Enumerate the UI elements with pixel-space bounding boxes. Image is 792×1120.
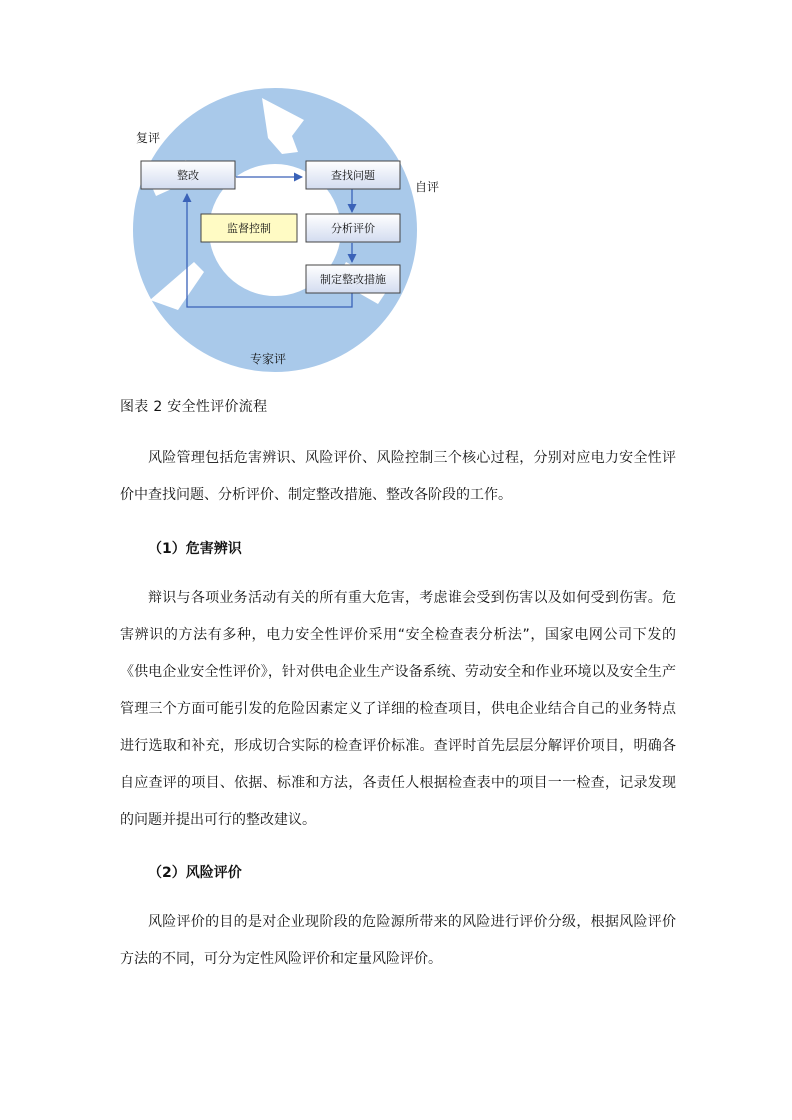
box-rectify-measures [306,265,400,293]
section-heading-hazard-identification: （1）危害辨识 [148,541,242,557]
label-expert-review: 专家评 [250,352,287,366]
risk-evaluation-paragraph: 风险评价的目的是对企业现阶段的危险源所带来的风险进行评价分级，根据风险评价方法的不同，可分为定性风险评价和定量风险评价。 [120,914,676,967]
section-heading-risk-evaluation: （2）风险评价 [148,865,242,881]
box-supervise-control-label: 监督控制 [227,222,271,235]
box-rectify-measures-label: 制定整改措施 [320,273,386,286]
box-analyze-evaluate [306,214,400,242]
safety-evaluation-flow-diagram [0,0,792,380]
label-review: 复评 [136,131,161,145]
label-self-review: 自评 [415,180,440,194]
box-find-problems [306,161,400,189]
intro-paragraph: 风险管理包括危害辨识、风险评价、风险控制三个核心过程，分别对应电力安全性评价中查找问题、分析评价、制定整改措施、整改各阶段的工作。 [120,450,676,503]
hazard-identification-paragraph: 辩识与各项业务活动有关的所有重大危害，考虑谁会受到伤害以及如何受到伤害。危害辨识的方法有多种，电力安全性评价采用“安全检查表分析法”，国家电网公司下发的《供电企业安全性评价》，针对供电企业生产设备系统、劳动安全和作业环境以及安全生产管理三个方面可能引发的危险因素定义了详细的检查项目，供电企业结合自己的业务特点进行选取和补充，形成切合实际的检查评价标准。查评时首先层层分解评价项目，明确各自应查评的项目、依据、标准和方法，各责任人根据检查表中的项目一一检查，记录发现的问题并提出可行的整改建议。 [120,590,676,828]
box-supervise-control [201,214,297,242]
box-analyze-evaluate-label: 分析评价 [331,222,375,235]
figure-caption: 图表 2 安全性评价流程 [120,399,268,415]
box-find-problems-label: 查找问题 [331,169,375,182]
box-rectify [141,161,235,189]
box-rectify-label: 整改 [177,169,199,182]
